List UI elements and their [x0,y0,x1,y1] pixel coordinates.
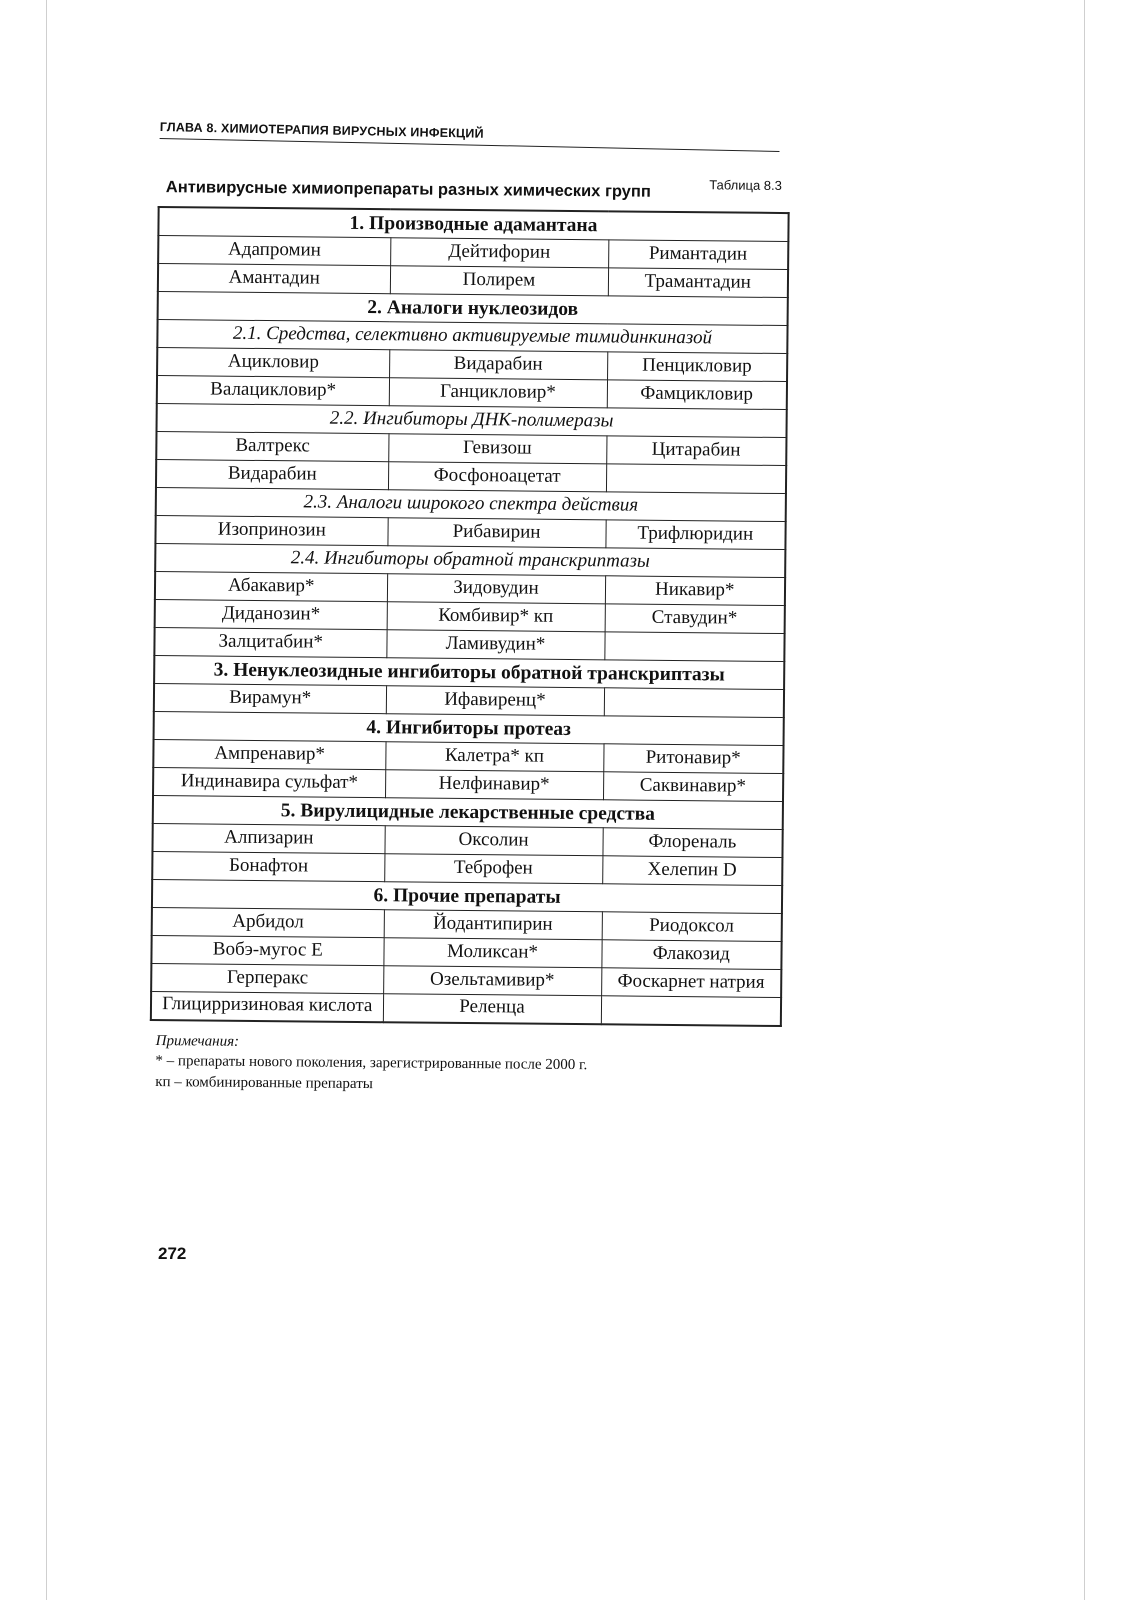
drug-cell: Залцитабин* [154,627,386,657]
page-number: 272 [158,1244,187,1263]
table-block [149,172,788,1098]
drug-cell: Реленца [383,994,601,1025]
drug-cell: Видарабин [156,459,388,489]
page-frame-right [1084,0,1085,1600]
drug-cell [604,632,784,662]
section-heading: 3. Ненуклеозидные ингибиторы обратной транскриптазы [154,655,784,689]
drug-cell [601,996,781,1026]
drug-cell: Моликсан* [383,938,601,968]
drug-cell: Абакавир* [155,571,387,601]
drug-cell: Ритонавир* [603,744,783,774]
drug-cell: Вобэ-мугос Е [151,935,383,965]
subsection-heading: 2.2. Ингибиторы ДНК-полимеразы [157,403,787,437]
running-head: ГЛАВА 8. ХИМИОТЕРАПИЯ ВИРУСНЫХ ИНФЕКЦИЙ [160,120,780,152]
drug-cell: Фамцикловир [607,380,787,410]
drug-cell: Зидовудин [387,574,605,604]
drug-cell: Валтрекс [156,431,388,461]
section-heading: 6. Прочие препараты [152,879,782,913]
table-number: Таблица 8.3 [709,177,782,193]
drug-cell: Вирамун* [154,683,386,713]
drug-cell: Фоскарнет натрия [601,968,781,998]
drug-cell: Ацикловир [157,348,389,378]
drug-cell: Риодоксол [602,912,782,942]
drug-cell: Индинавира сульфат* [153,767,385,797]
table-title: Антивирусные химиопрепараты разных химических групп [165,178,651,201]
subsection-heading: 2.1. Средства, селективно активируемые тимидинкиназой [157,320,787,354]
drug-cell: Оксолин [384,826,602,856]
section-heading: 2. Аналоги нуклеозидов [158,292,788,326]
drug-cell: Ампренавир* [153,739,385,769]
notes-title: Примечания: [155,1033,240,1050]
drug-cell: Фосфоноацетат [388,462,606,492]
drug-cell: Глицирризиновая кислота [151,991,383,1022]
drug-cell: Теброфен [384,854,602,884]
table-notes [149,1031,780,1098]
drug-cell: Амантадин [158,264,390,294]
drug-cell: Ламивудин* [386,630,604,660]
note-line: * – препараты нового поколения, зарегистрированные после 2000 г. [155,1053,588,1074]
drug-cell: Изопринозин [155,515,387,545]
drug-cell: Полирем [390,266,608,296]
drug-cell: Хелепин D [602,856,782,886]
drug-cell: Озельтамивир* [383,966,601,996]
drug-cell: Йодантипирин [384,910,602,940]
drug-cell: Флакозид [601,940,781,970]
drug-cell: Никавир* [605,576,785,606]
drug-cell: Флореналь [602,828,782,858]
drug-cell: Калетра* кп [385,742,603,772]
table-row [151,991,781,1026]
section-heading: 1. Производные адамантана [158,207,788,242]
drug-cell: Рибавирин [387,518,605,548]
drug-cell: Цитарабин [606,436,786,466]
drug-cell: Ифавиренц* [386,686,604,716]
drug-cell: Трамантадин [608,268,788,298]
drug-cell: Дейтифорин [390,238,608,268]
drug-table [150,206,790,1027]
drug-cell: Видарабин [389,350,607,380]
drug-cell: Трифлюридин [605,520,785,550]
drug-cell [604,688,784,718]
drug-cell: Ставудин* [605,604,785,634]
section-heading: 4. Ингибиторы протеаз [154,711,784,745]
drug-cell: Валацикловир* [157,376,389,406]
page-frame-left [46,0,47,1600]
drug-cell: Диданозин* [155,599,387,629]
drug-cell: Нелфинавир* [385,770,603,800]
drug-cell: Арбидол [152,907,384,937]
subsection-heading: 2.4. Ингибиторы обратной транскриптазы [155,543,785,577]
drug-cell: Ганцикловир* [389,378,607,408]
note-line: кп – комбинированные препараты [155,1073,373,1092]
drug-cell: Алпизарин [152,823,384,853]
drug-cell: Римантадин [608,240,788,270]
drug-cell: Бонафтон [152,851,384,881]
drug-cell: Адапромин [158,236,390,266]
drug-cell: Пенцикловир [607,352,787,382]
subsection-heading: 2.3. Аналоги широкого спектра действия [156,487,786,521]
table-caption [158,172,788,212]
drug-cell: Гевизош [388,434,606,464]
drug-cell: Комбивир* кп [387,602,605,632]
section-heading: 5. Вирулицидные лекарственные средства [153,795,783,829]
drug-cell: Саквинавир* [603,772,783,802]
drug-cell [606,464,786,494]
drug-cell: Герперакс [151,963,383,993]
